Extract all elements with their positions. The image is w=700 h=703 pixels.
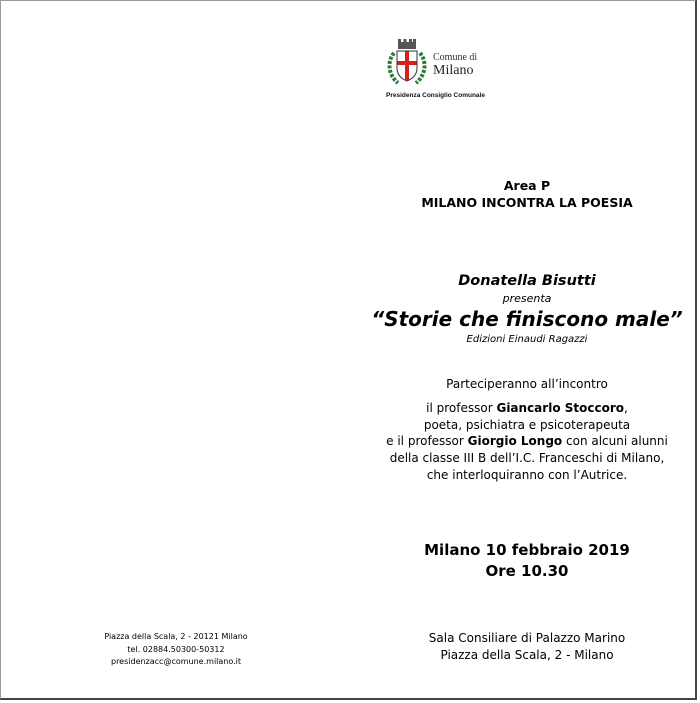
logo-subtitle: Presidenza Consiglio Comunale [386,92,485,99]
participant-2-name: Giorgio Longo [467,434,563,449]
contact-block [71,631,281,669]
participant-line-4: della classe III B dell’I.C. Franceschi di Milano, [389,451,665,466]
event-time: Ore 10.30 [485,562,569,580]
contact-email: presidenzacc@comune.milano.it [110,657,242,666]
logo-brand-top: Comune di [433,52,478,63]
series-title: MILANO INCONTRA LA POESIA [421,195,633,210]
participants-block [351,376,700,484]
participant-line-3 [351,433,700,450]
contact-phone: tel. 02884.50300-50312 [127,644,225,654]
venue-line-1: Sala Consiliare di Palazzo Marino [428,631,626,645]
book-title: “Storie che finiscono male” [371,307,683,331]
event-date: Milano 10 febbraio 2019 [424,541,630,559]
publisher-name: Edizioni Einaudi Ragazzi [466,334,588,345]
comune-di-milano-logo [386,39,506,101]
participant-line-1 [351,400,700,417]
venue-line-2: Piazza della Scala, 2 - Milano [440,648,614,662]
participant-line-2: poeta, psichiatra e psicoterapeuta [423,417,631,432]
area-label: Area P [503,178,551,193]
participant-1-suffix: , [624,400,628,415]
participant-2-suffix: con alcuni alunni [562,434,668,449]
contact-address: Piazza della Scala, 2 - 20121 Milano [104,632,248,641]
author-name: Donatella Bisutti [458,273,596,289]
participant-1-prefix: il professor [426,400,497,415]
participant-1-name: Giancarlo Stoccoro [496,400,624,415]
logo-brand-main: Milano [433,63,474,78]
logo-wordmark [433,47,477,78]
presents-label: presenta [502,292,552,305]
milano-coat-of-arms-icon [386,39,428,87]
participant-2-prefix: e il professor [386,434,468,449]
participants-intro: Parteciperanno all’incontro [446,377,608,391]
participant-line-5: che interloquiranno con l’Autrice. [426,467,628,482]
